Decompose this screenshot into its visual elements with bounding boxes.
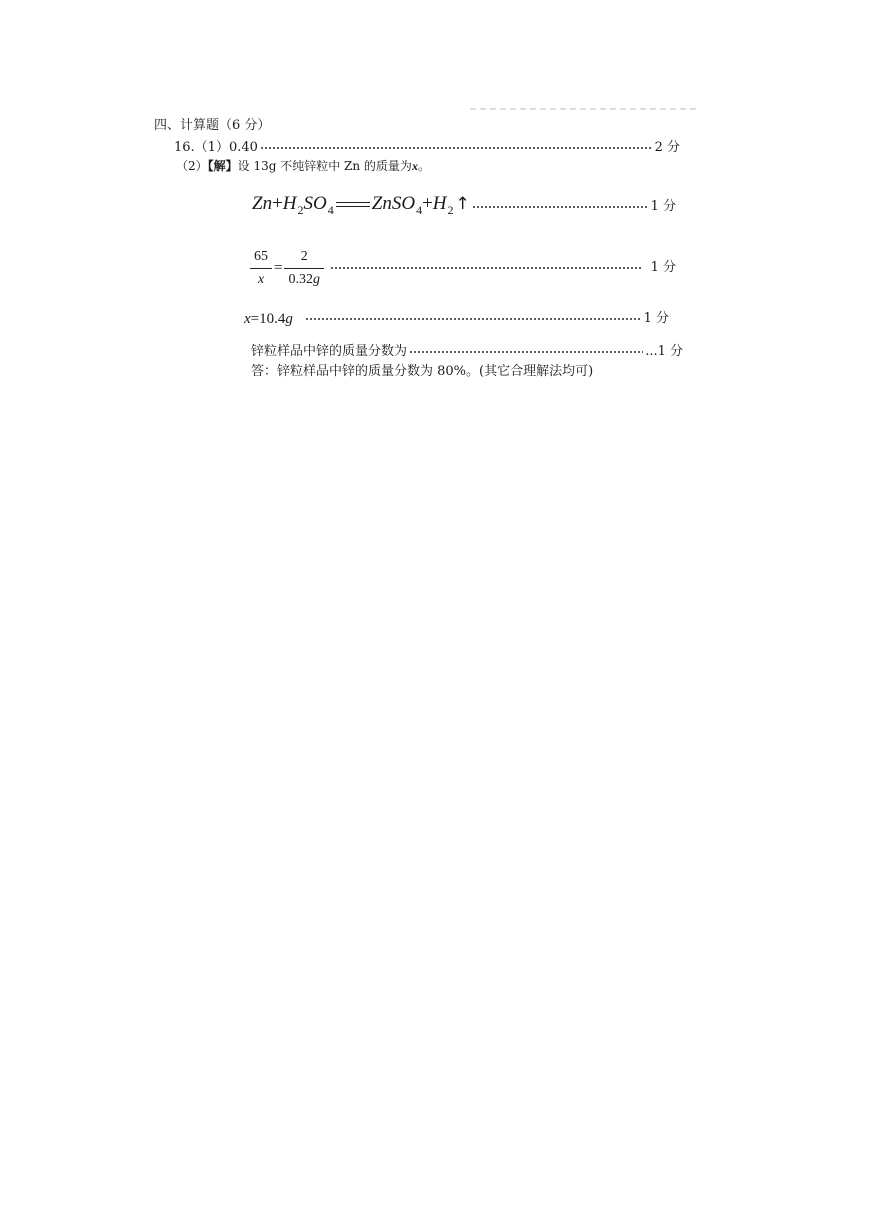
q16-part1-text: 16.（1）0.40	[174, 140, 258, 155]
leader-dots	[260, 147, 653, 149]
plus-sign: +	[422, 193, 433, 214]
formula-zn: Zn	[252, 193, 273, 214]
intro-period: 。	[417, 159, 430, 173]
denominator	[250, 268, 272, 289]
subscript: 4	[327, 203, 334, 217]
reaction-equation-line	[252, 194, 676, 220]
formula-h: H	[432, 193, 447, 214]
equals-sign: =	[250, 311, 260, 327]
equals-sign: =	[274, 260, 283, 276]
score-label: 1 分	[650, 260, 676, 275]
proportion-line	[252, 248, 676, 288]
denominator-value: 0.32	[288, 271, 313, 287]
proportion-equation	[252, 248, 322, 289]
scan-artifact-line	[470, 108, 700, 110]
reaction-equals-bar	[336, 202, 370, 207]
unit-g: g	[312, 271, 320, 287]
gas-arrow-icon: ↑	[455, 194, 470, 214]
score-label: 1 分	[650, 199, 676, 214]
subscript: 4	[416, 203, 423, 217]
q16-part1-line	[174, 139, 680, 157]
unit-g: g	[285, 311, 293, 327]
variable-x: x	[244, 311, 251, 327]
q16-part2-intro	[176, 157, 430, 175]
variable-x: x	[257, 271, 265, 287]
section-title: 四、计算题（6 分）	[154, 118, 271, 133]
intro-text: 设 13g 不纯锌粒中 Zn 的质量为	[237, 159, 412, 173]
score-label: 2 分	[654, 140, 680, 155]
leader-dots	[305, 318, 642, 320]
formula-so: SO	[303, 193, 327, 214]
score-label: ...1 分	[645, 344, 683, 359]
fraction-right	[286, 248, 322, 289]
plus-sign: +	[272, 193, 283, 214]
part-label: （2）	[176, 159, 208, 173]
numerator: 65	[254, 248, 268, 264]
variable-x: x	[411, 159, 418, 173]
leader-dots	[472, 206, 649, 208]
fraction-left	[252, 248, 270, 289]
leader-dots	[330, 267, 641, 269]
subscript: 2	[447, 203, 454, 217]
mass-fraction-line	[251, 343, 683, 361]
subscript: 2	[297, 203, 304, 217]
result-value: 10.4	[259, 311, 286, 327]
score-label: 1 分	[643, 311, 669, 326]
numerator: 2	[300, 248, 308, 264]
mass-fraction-text: 锌粒样品中锌的质量分数为	[251, 344, 408, 359]
reaction-equation	[252, 195, 470, 219]
result-line	[244, 310, 669, 328]
leader-dots	[409, 351, 643, 353]
formula-h: H	[282, 193, 297, 214]
answer-line: 答：锌粒样品中锌的质量分数为 80%。(其它合理解法均可)	[251, 364, 594, 379]
formula-znso: ZnSO	[371, 193, 416, 214]
denominator	[284, 268, 324, 289]
solution-bracket: 【解】	[207, 159, 238, 173]
result-equation	[244, 310, 293, 328]
